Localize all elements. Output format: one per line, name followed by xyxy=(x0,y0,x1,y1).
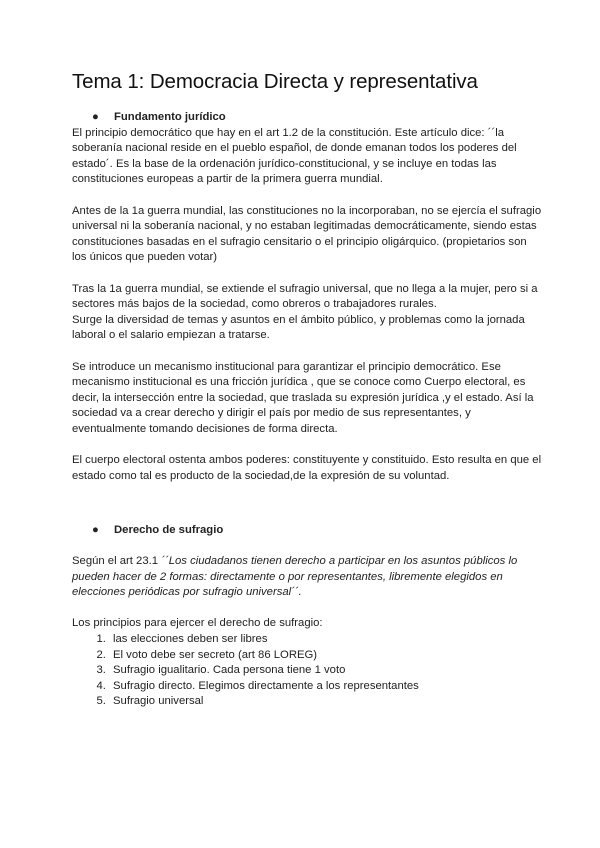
document-body xyxy=(72,110,542,710)
paragraph: Surge la diversidad de temas y asuntos en el ámbito público, y problemas como la jornada laboral o el salario empiezan a tratarse. xyxy=(72,313,525,342)
list-item: 1. las elecciones deben ser libres xyxy=(109,632,542,648)
bullet-icon: ● xyxy=(92,111,99,123)
quote-intro: Según el art 23.1 xyxy=(72,555,162,568)
quote-text: ´´Los ciudadanos tienen derecho a participar en los asuntos públicos lo pueden hacer de 2 formas: directamente o por representantes, libremente elegidos en elecciones periódicas por sufragio universal´´. xyxy=(72,555,518,599)
section-heading-fundamento xyxy=(92,110,542,126)
list-intro: Los principios para ejercer el derecho de sufragio: xyxy=(72,617,323,630)
section-heading-label: Fundamento jurídico xyxy=(114,111,226,123)
section-heading-label: Derecho de sufragio xyxy=(114,523,224,536)
list-item: 4. Sufragio directo. Elegimos directamente a los representantes xyxy=(109,679,542,695)
paragraph: Se introduce un mecanismo institucional para garantizar el principio democrático. Ese mecanismo institucional es una fricción jurídica , que se conoce como Cuerpo electoral, es decir, la intersección entre la sociedad, que traslada su expresión jurídica ,y el estado. Así la sociedad va a crear derecho y dirigir el país por medio de sus representantes, y eventualmente tomando decisiones de forma directa. xyxy=(72,360,534,435)
list-item: 2. El voto debe ser secreto (art 86 LOREG) xyxy=(109,648,542,664)
principles-list xyxy=(72,632,542,710)
paragraph: El principio democrático que hay en el art 1.2 de la constitución. Este artículo dice: ´´la soberanía nacional reside en el pueblo español, de donde emanan todos los poderes del estado´. Es la base de la ordenación jurídico-constitucional, y se incluye en todas las constituciones europeas a partir de la primera guerra mundial. xyxy=(72,126,517,186)
paragraph: Antes de la 1a guerra mundial, las constituciones no la incorporaban, no se ejercía el sufragio universal ni la soberanía nacional, y no estaban legitimadas democráticamente, siendo estas constituciones basadas en el sufragio censitario o el principio oligárquico. (propietarios son los únicos que pueden votar) xyxy=(72,204,542,264)
paragraph: Tras la 1a guerra mundial, se extiende el sufragio universal, que no llega a la mujer, pero si a sectores más bajos de la sociedad, como obreros o trabajadores rurales. xyxy=(72,282,538,311)
list-item: 3. Sufragio igualitario. Cada persona tiene 1 voto xyxy=(109,663,542,679)
paragraph-quote xyxy=(72,554,542,601)
paragraph: El cuerpo electoral ostenta ambos poderes: constituyente y constituido. Esto resulta en que el estado como tal es producto de la sociedad,de la expresión de su voluntad. xyxy=(72,454,542,482)
list-item: 5. Sufragio universal xyxy=(109,694,542,710)
section-heading-sufragio xyxy=(92,523,542,539)
bullet-icon: ● xyxy=(92,523,99,536)
page-title: Tema 1: Democracia Directa y representativa xyxy=(72,70,478,93)
